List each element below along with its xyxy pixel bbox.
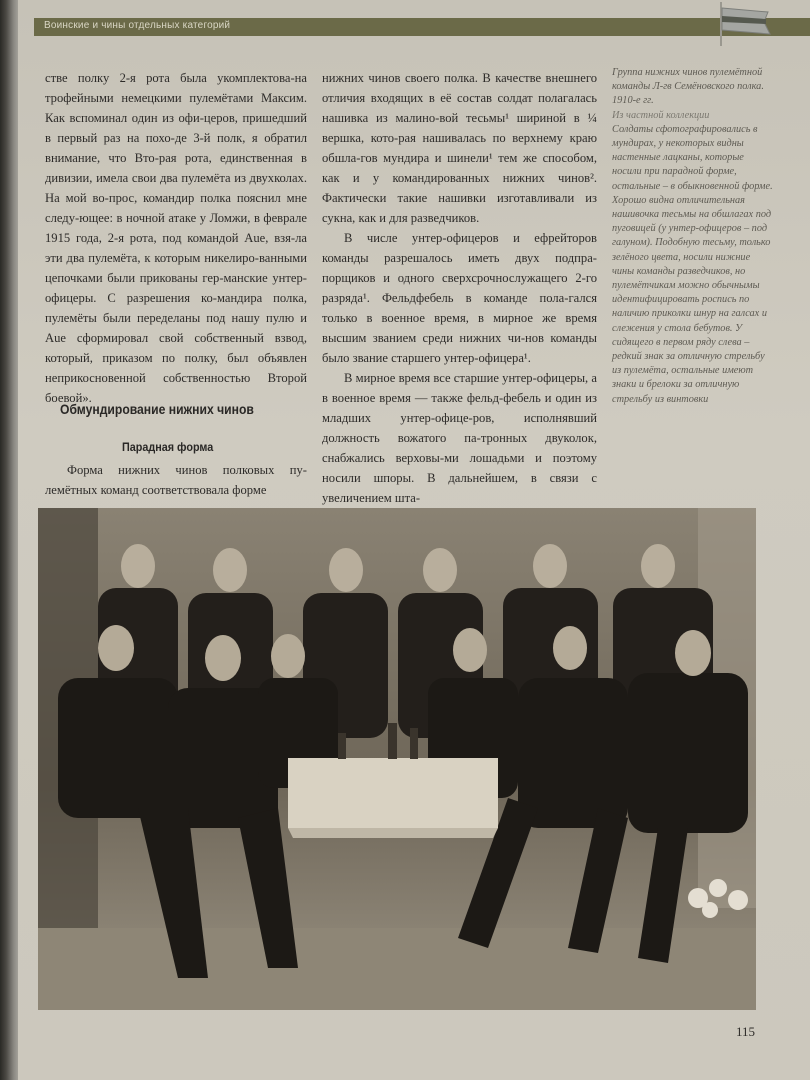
paragraph: В мирное время все старшие унтер-офицеры, а в военное время — также фельд-фебель и один из младших унтер-офице-ров, исполнявший должность вожатого па-тронных двуколок, снабжались верховы-ми лошадьми и поэтому носили шпоры. В дальнейшем, в связи с увеличением шта-: [322, 371, 597, 505]
photo-caption: Группа нижних чинов пулемётной команды Л-гв Семёновского полка. 1910-е гг.: [612, 67, 764, 107]
page-number: 115: [736, 1024, 756, 1039]
paragraph: нижних чинов своего полка. В качестве внешнего отличия входящих в её состав солдат полагалась нашивка из малино-вой тесьмы¹ шириной в ¼ вершка, кото-рая нашивалась по верхнему краю обшла-гов мундира и шинели¹ тем же способом, как и у командированных нижних чинов². Фактически такие нашивки изготавливали из сукна, как и для разведчиков.: [322, 71, 597, 225]
running-title: Воинские и чины отдельных категорий: [44, 20, 231, 31]
paragraph: Форма нижних чинов полковых пу-лемётных команд соответствовала форме: [45, 463, 307, 497]
section-title: Обмундирование нижних чинов: [60, 402, 254, 417]
caption-note: Солдаты сфотографировались в мундирах, у некоторых видны настенные лацканы, которые носили при парадной форме, остальные – в обыкновенной форме. Хорошо видна отличительная нашивочка тесьмы на обшлагах под пуговицей (у унтер-офицеров – под галуном). Подобную тесьму, только зелёного цвета, носили нижние чины команды разведчиков, но пулемётчикам можно обычнымы идентифицировать роспись по наличию приколки шнур на галсах и слежения у стола бебутов. У сидящего в первом ряду слева – редкий знак за отличную стрельбу из пулемёта, остальные имеют знаки и брелоки за отличную стрельбу из винтовки: [612, 123, 773, 405]
section-paragraph: [45, 460, 307, 500]
sidebar-caption: [612, 66, 774, 407]
photo-credit: Из частной коллекции: [612, 109, 710, 121]
paragraph: В числе унтер-офицеров и ефрейторов команды разрешалось иметь двух подпра-порщиков и одного сверхсрочнослужащего 2-го разряда¹. Фельдфебель в команде пола-гался только в военное время, в мирное же время высшим званием среди нижних чи-нов команды было звание старшего унтер-офицера¹.: [322, 231, 597, 365]
text-column-2: [322, 68, 597, 508]
pennant-flag-icon: [718, 2, 772, 46]
group-photograph: [38, 508, 756, 1010]
subsection-title: Парадная форма: [122, 440, 214, 454]
text-column-1: [45, 68, 307, 408]
paragraph: ствe полку 2-я рота была укомплектова-на трофейными немецкими пулемётами Максим. Как вспоминал один из офи-церов, пришедший в первый раз на похо-де 3-й полк, я обратил внимание, что Вто-рая рота, единственная в дивизии, имела свои два пулемёта из двухколах. На мой во-прос, командир полка пояснил мне следу-ющее: в ночной атаке у Ломжи, в феврале 1915 года, 2-я рота, под командой Аue, взя-ла эти два пулемёта, к которым никелиро-ванными цепочками были прикованы гер-манские унтер-офицеры. С разрешения ко-мандира полка, пулемёты были переделаны под нашу пулю и Аue сформировал свой собственный взвод, который, приказом по полку, был объявлен неприкосновенной собственностью Второй боевой».: [45, 71, 307, 405]
